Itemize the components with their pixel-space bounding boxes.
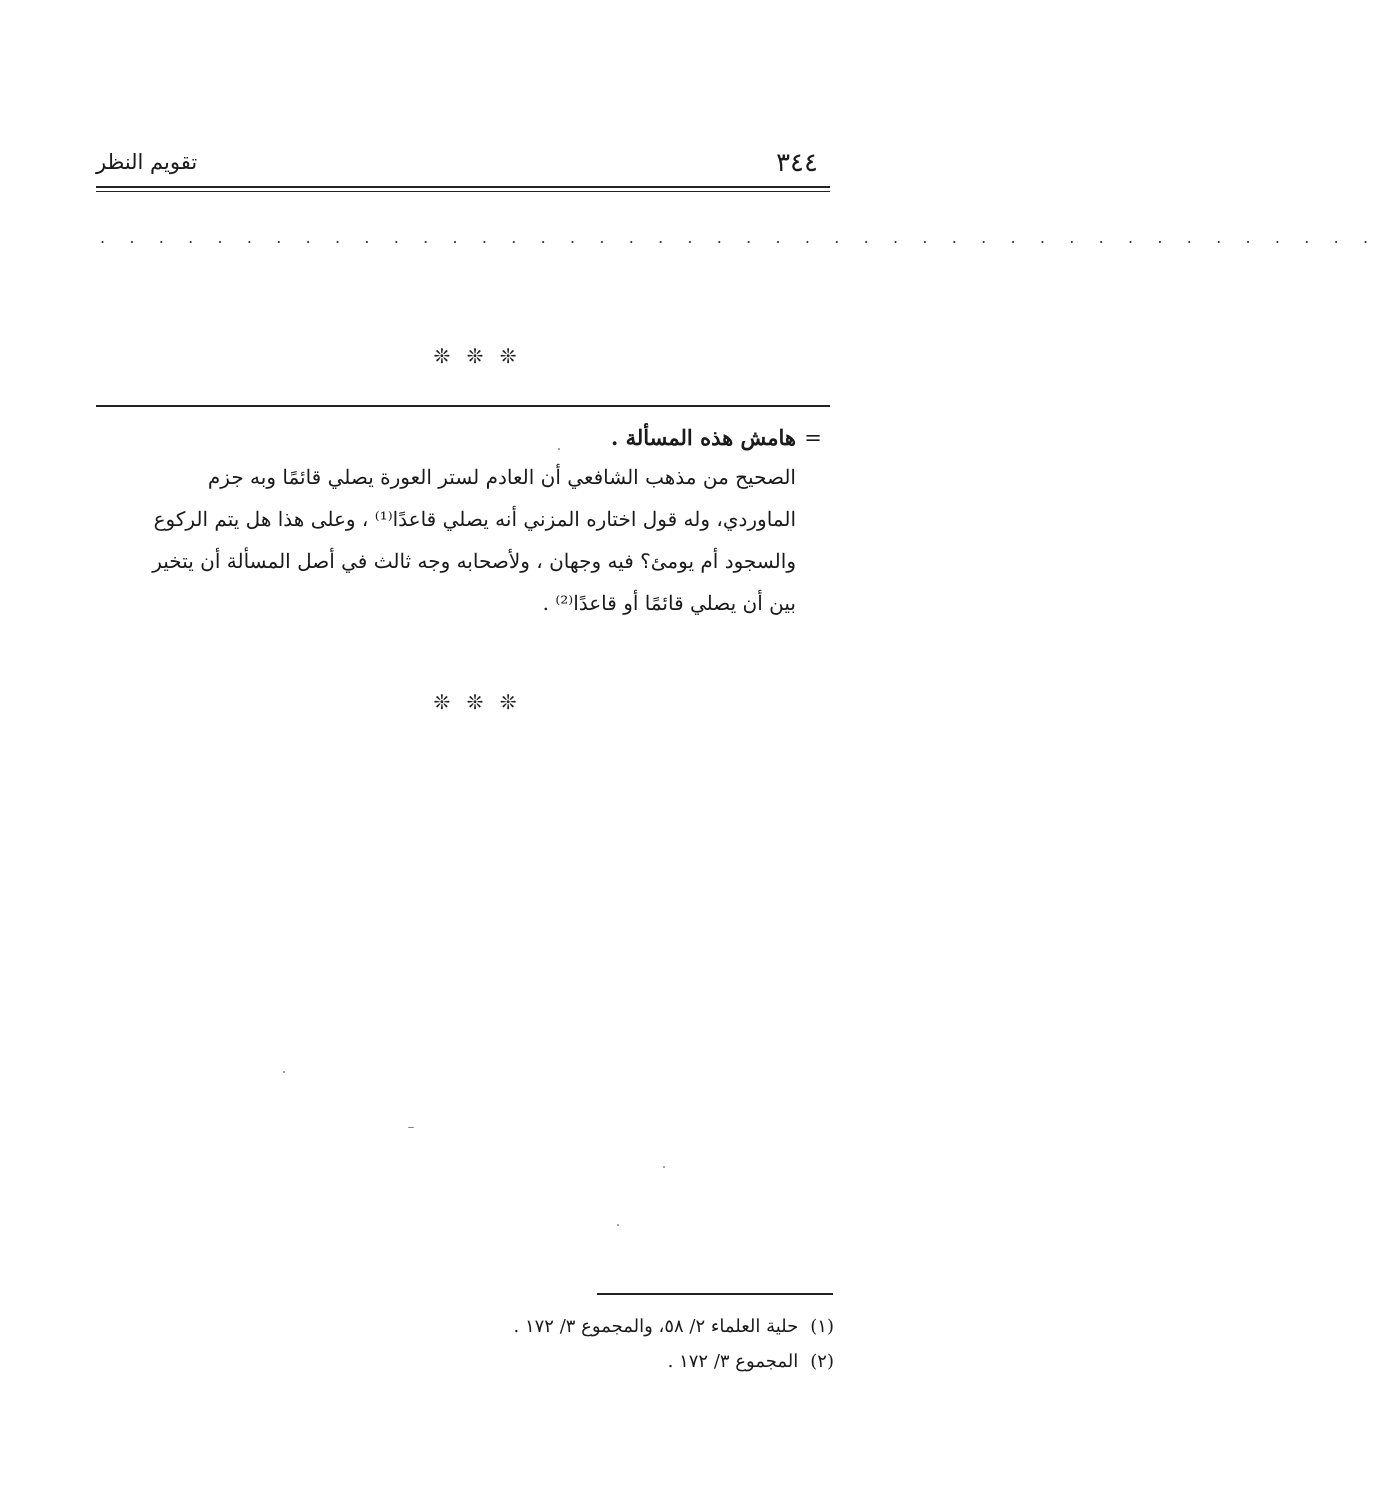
header-rule-thick — [96, 186, 830, 188]
section-separator-stars: ❊ ❊ ❊ — [433, 344, 517, 368]
note-line-text: الصحيح من مذهب الشافعي أن العادم لستر العورة يصلي قائمًا وبه جزم — [207, 465, 796, 489]
section-separator-stars: ❊ ❊ ❊ — [433, 690, 517, 714]
margin-note-rule — [96, 405, 830, 407]
margin-note-title: هامش هذه المسألة . — [610, 425, 796, 450]
scan-speck — [663, 1166, 665, 1168]
footnote-rule — [597, 1293, 833, 1295]
footnote — [300, 1351, 834, 1372]
footnote-text: حلية العلماء ٢/ ٥٨، والمجموع ٣/ ١٧٢ . — [513, 1316, 799, 1337]
margin-note-heading — [92, 420, 830, 456]
margin-note-line — [92, 540, 830, 582]
note-line-text: والسجود أم يومئ؟ فيه وجهان ، ولأصحابه وجه ثالث في أصل المسألة أن يتخير — [152, 549, 796, 573]
margin-note-line — [92, 456, 830, 498]
scan-speck — [558, 448, 560, 450]
note-line-text: بين أن يصلي قائمًا أو قاعدًا⁽²⁾ . — [542, 591, 796, 615]
footnote-number: (٢) — [810, 1351, 834, 1372]
continuation-marker: = — [804, 426, 822, 450]
margin-note-line — [92, 582, 830, 624]
footnote-text: المجموع ٣/ ١٧٢ . — [667, 1351, 799, 1372]
footnote — [300, 1316, 834, 1337]
note-line-text: الماوردي، وله قول اختاره المزني أنه يصلي قاعدًا⁽¹⁾ ، وعلى هذا هل يتم الركوع — [153, 507, 796, 531]
scan-speck — [617, 1224, 619, 1226]
ellipsis-dots-line: . . . . . . . . . . . . . . . . . . . . . . . . . . . . . . . . . . . . . . . . . . . . — [100, 228, 1378, 247]
footnote-number: (١) — [810, 1316, 834, 1337]
header-rule-thin — [96, 191, 830, 192]
scan-speck — [408, 1127, 414, 1128]
scan-speck — [283, 1071, 285, 1073]
margin-note — [92, 420, 830, 624]
running-title: تقويم النظر — [96, 150, 198, 174]
running-header — [96, 148, 830, 182]
margin-note-line — [92, 498, 830, 540]
page-number: ٣٤٤ — [776, 148, 818, 178]
